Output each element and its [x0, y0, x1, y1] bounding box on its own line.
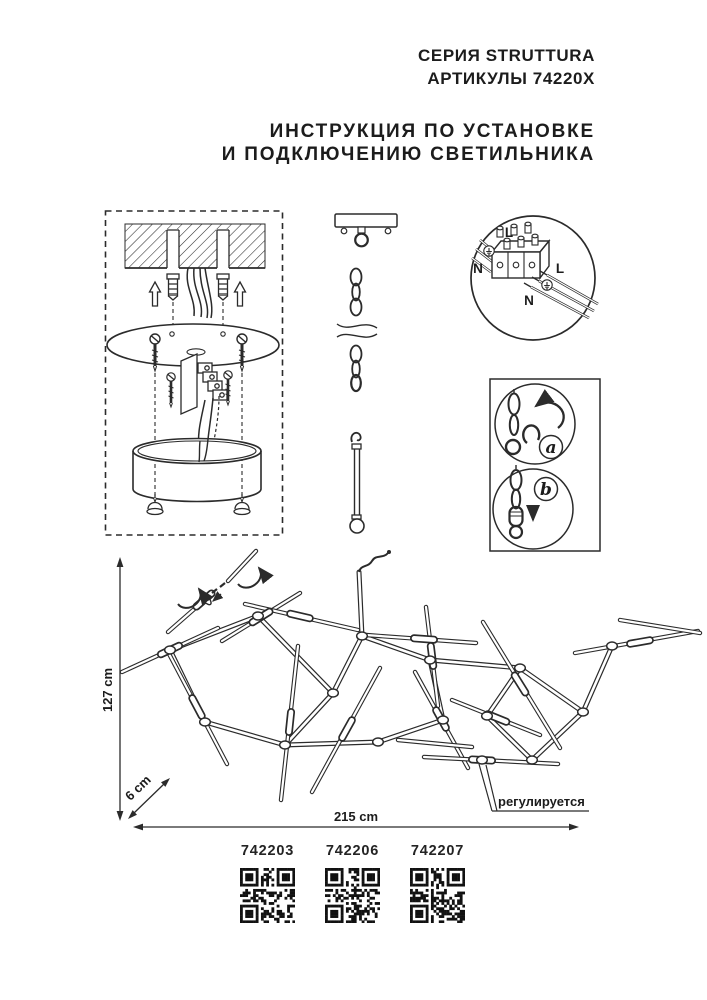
ceiling-strap-icon: [335, 214, 397, 246]
article-number: 742207: [410, 843, 465, 859]
article-number: 742203: [240, 843, 295, 859]
cap-nut-icon: [147, 494, 250, 515]
option-b-detail: [493, 465, 573, 549]
option-b-label: b: [540, 480, 552, 500]
qr-item: [410, 843, 465, 923]
qr-item: [325, 843, 380, 923]
option-a-detail: [495, 384, 575, 464]
chain-icon: [337, 269, 377, 392]
articles-line: АРТИКУЛЫ 74220X: [427, 69, 595, 88]
article-number: 742206: [325, 843, 380, 859]
depth-dimension-label: 6 cm: [122, 772, 154, 804]
qr-code: [240, 868, 295, 923]
ground-icon: [542, 280, 552, 290]
input-neutral-label: N: [473, 261, 483, 276]
width-dimension-label: 215 cm: [333, 809, 379, 824]
ceiling-mounting-diagram: [106, 211, 283, 535]
height-dimension-label: 127 cm: [100, 667, 115, 713]
thread-dashes: [212, 583, 225, 593]
mains-wires: [187, 268, 212, 318]
hanging-kit: [335, 214, 397, 533]
adjustable-callout: [479, 764, 589, 811]
option-a-label: a: [545, 438, 557, 458]
dimension-annotations: [100, 557, 589, 830]
qr-item: [240, 843, 295, 923]
instruction-title-line1: ИНСТРУКЦИЯ ПО УСТАНОВКЕ: [269, 121, 595, 142]
output-live-label: L: [555, 261, 565, 276]
qr-code: [325, 868, 380, 923]
rotate-arrow-icon: [238, 568, 261, 588]
mounting-options: [490, 379, 600, 551]
ceiling-slab-icon: [125, 224, 265, 269]
wiring-detail: [471, 216, 598, 340]
qr-code-section: [240, 843, 465, 923]
ground-icon: [484, 246, 494, 256]
instruction-title-line2: И ПОДКЛЮЧЕНИЮ СВЕТИЛЬНИКА: [221, 143, 595, 165]
input-live-label: L: [504, 225, 514, 240]
power-cord: [359, 553, 388, 572]
suspension-rod-icon: [350, 433, 364, 533]
chandelier-drawing: [122, 551, 700, 800]
series-title: СЕРИЯ STRUTTURA: [418, 46, 595, 65]
output-neutral-label: N: [524, 293, 534, 308]
adjustable-label: регулируется: [498, 794, 585, 809]
qr-code: [410, 868, 465, 923]
